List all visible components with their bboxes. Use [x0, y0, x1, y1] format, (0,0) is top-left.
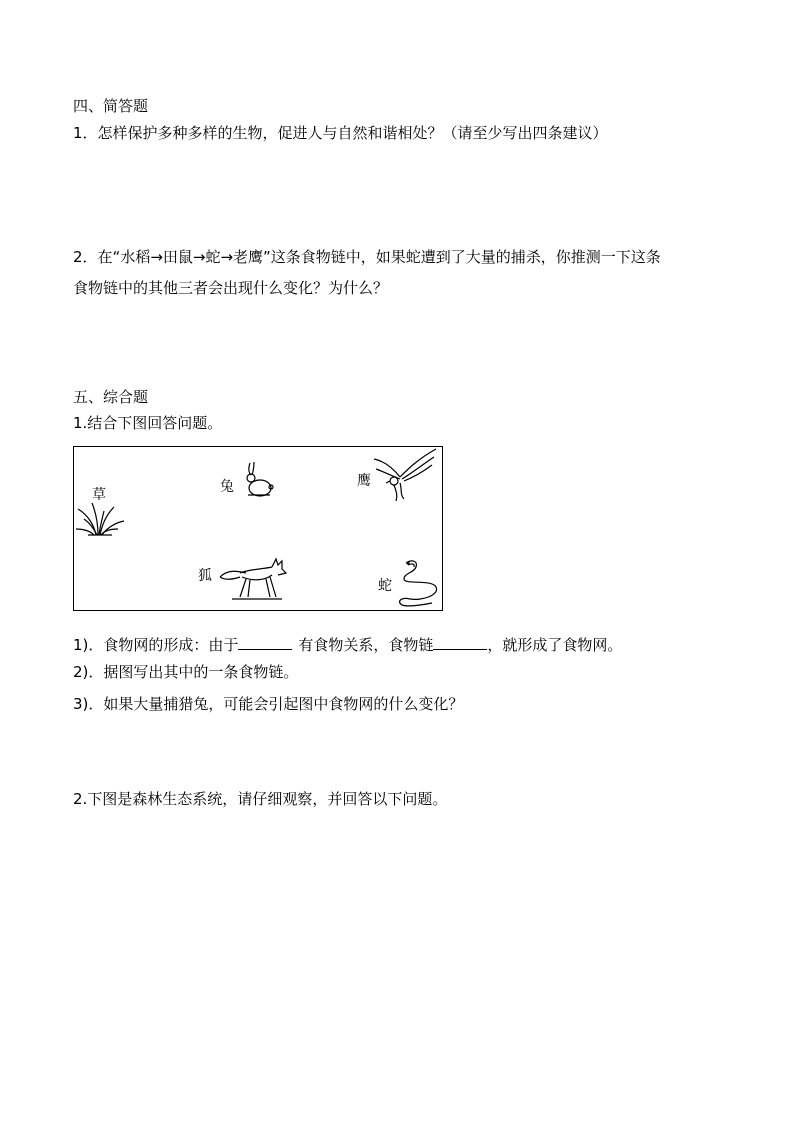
- rabbit-icon: [240, 459, 274, 499]
- grass-icon: [74, 501, 126, 537]
- fox-icon: [218, 555, 288, 601]
- answer-blank-1[interactable]: [238, 633, 292, 650]
- question-1: 1．怎样保护多种多样的生物，促进人与自然和谐相处？（请至少写出四条建议）: [73, 124, 608, 142]
- eagle-label: 鹰: [357, 473, 371, 489]
- question-2-line-2: 食物链中的其他三者会出现什么变化？为什么？: [73, 279, 389, 297]
- section4-heading: 四、简答题: [73, 97, 149, 115]
- sub-question-1: [73, 633, 622, 655]
- rabbit-label: 兔: [220, 479, 234, 495]
- sub-question-1-part-b: 有食物关系，食物链: [298, 636, 434, 654]
- section5-q1-intro: 1.结合下图回答问题。: [73, 414, 223, 432]
- sub-question-3: 3)．如果大量捕猎兔，可能会引起图中食物网的什么变化？: [73, 695, 464, 713]
- snake-label: 蛇: [378, 578, 392, 594]
- grass-label: 草: [92, 487, 106, 503]
- fox-label: 狐: [198, 568, 212, 584]
- sub-question-2: 2)．据图写出其中的一条食物链。: [73, 663, 299, 681]
- eagle-icon: [370, 447, 440, 503]
- snake-icon: [392, 557, 442, 609]
- sub-question-1-part-a: 1)．食物网的形成：由于: [73, 636, 239, 654]
- section5-heading: 五、综合题: [73, 388, 149, 406]
- section5-q2-intro: 2.下图是森林生态系统，请仔细观察，并回答以下问题。: [73, 790, 448, 808]
- sub-question-1-part-c: ，就形成了食物网。: [487, 636, 623, 654]
- food-web-figure: [73, 446, 443, 611]
- question-2-line-1: 2．在“水稻→田鼠→蛇→老鹰”这条食物链中，如果蛇遭到了大量的捕杀，你推测一下这条: [73, 248, 661, 266]
- answer-blank-2[interactable]: [433, 633, 487, 650]
